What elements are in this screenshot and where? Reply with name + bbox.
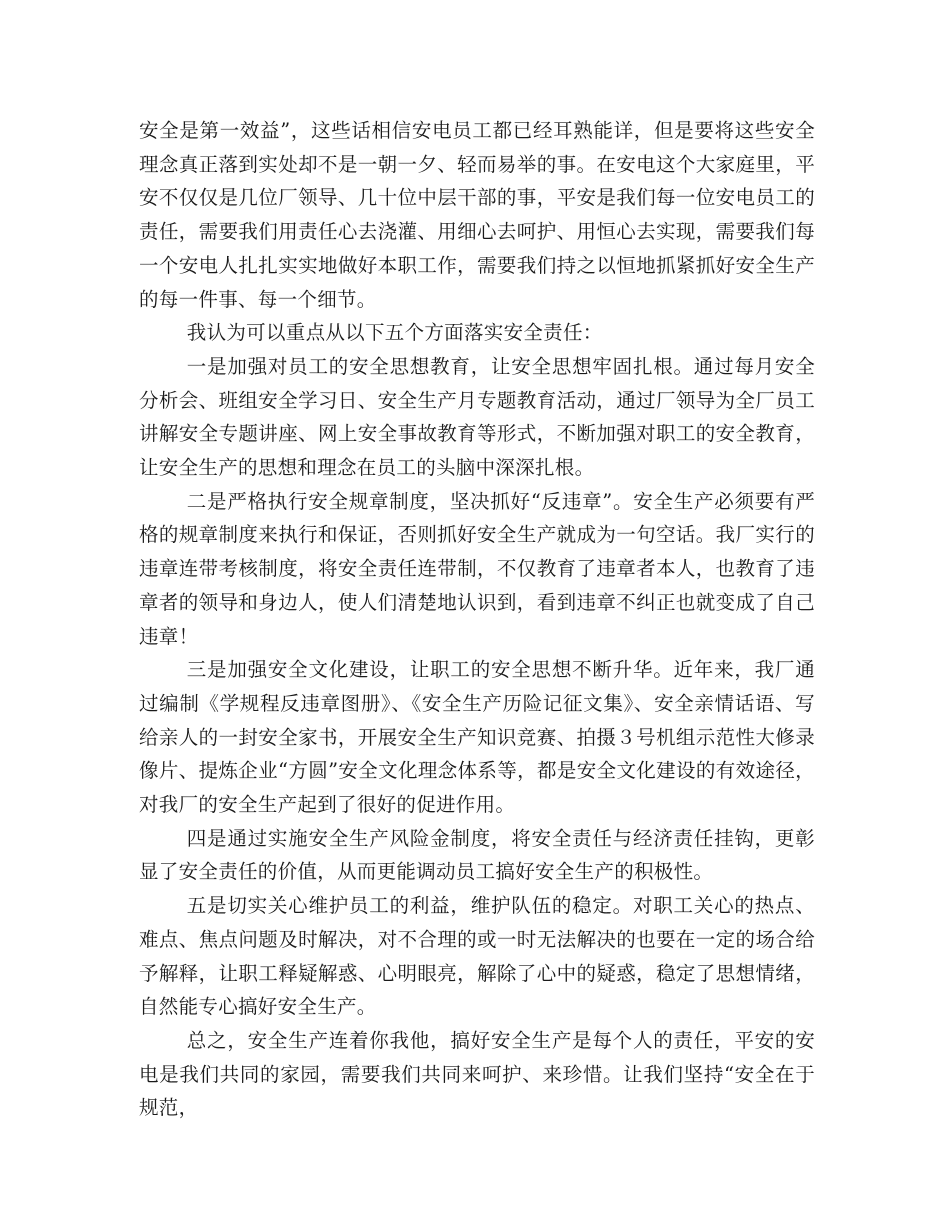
- document-body: [139, 114, 815, 1125]
- paragraph-point-2: 二是严格执行安全规章制度，坚决抓好“反违章”。安全生产必须要有严格的规章制度来执行和保证，否则抓好安全生产就成为一句空话。我厂实行的违章连带考核制度，将安全责任连带制，不仅教育了违章者本人，也教育了违章者的领导和身边人，使人们清楚地认识到，看到违章不纠正也就变成了自己违章！: [139, 489, 815, 648]
- paragraph-point-1: 一是加强对员工的安全思想教育，让安全思想牢固扎根。通过每月安全分析会、班组安全学习日、安全生产月专题教育活动，通过厂领导为全厂员工讲解安全专题讲座、网上安全事故教育等形式，不断加强对职工的安全教育，让安全生产的思想和理念在员工的头脑中深深扎根。: [139, 354, 815, 480]
- paragraph-point-4: 四是通过实施安全生产风险金制度，将安全责任与经济责任挂钩，更彰显了安全责任的价值，从而更能调动员工搞好安全生产的积极性。: [139, 826, 815, 884]
- paragraph-continuation: 安全是第一效益”，这些话相信安电员工都已经耳熟能详，但是要将这些安全理念真正落到实处却不是一朝一夕、轻而易举的事。在安电这个大家庭里，平安不仅仅是几位厂领导、几十位中层干部的事，平安是我们每一位安电员工的责任，需要我们用责任心去浇灌、用细心去呵护、用恒心去实现，需要我们每一个安电人扎扎实实地做好本职工作，需要我们持之以恒地抓紧抓好安全生产的每一件事、每一个细节。: [139, 119, 815, 311]
- paragraph-intro: 我认为可以重点从以下五个方面落实安全责任：: [186, 321, 603, 345]
- paragraph-point-5: 五是切实关心维护员工的利益，维护队伍的稳定。对职工关心的热点、难点、焦点问题及时解决，对不合理的或一时无法解决的也要在一定的场合给予解释，让职工释疑解惑、心明眼亮，解除了心中的疑惑，稳定了思想情绪，自然能专心搞好安全生产。: [139, 894, 815, 1019]
- paragraph-point-3: 三是加强安全文化建设，让职工的安全思想不断升华。近年来，我厂通过编制《学规程反违章图册》、《安全生产历险记征文集》、安全亲情话语、写给亲人的一封安全家书，开展安全生产知识竞赛、拍摄３号机组示范性大修录像片、提炼企业“方圆”安全文化理念体系等，都是安全文化建设的有效途径，对我厂的安全生产起到了很好的促进作用。: [139, 658, 815, 817]
- paragraph-conclusion: 总之，安全生产连着你我他，搞好安全生产是每个人的责任，平安的安电是我们共同的家园，需要我们共同来呵护、来珍惜。让我们坚持“安全在于规范，: [139, 1028, 815, 1120]
